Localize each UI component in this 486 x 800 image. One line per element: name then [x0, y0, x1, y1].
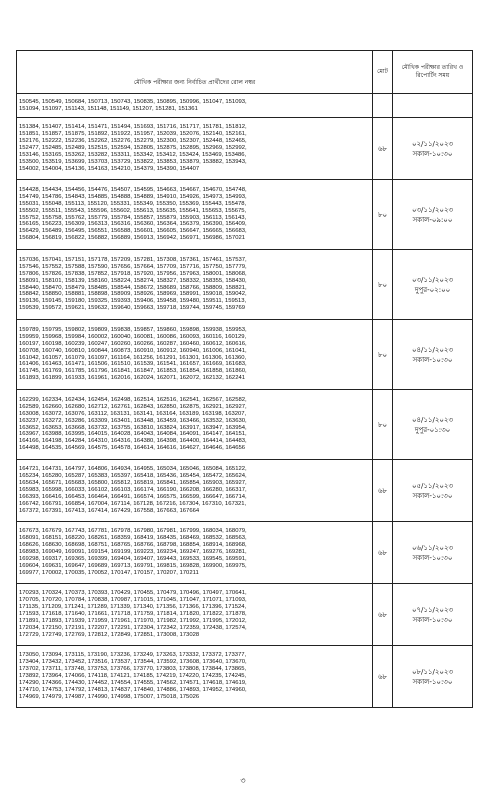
- schedule-cell: [393, 94, 473, 118]
- roll-numbers-line: 156804, 156819, 156822, 156882, 156889, 156913, 156942, 156971, 156986, 157021: [19, 235, 246, 242]
- roll-numbers-line: 167673, 167679, 167743, 167781, 167978, 167980, 167981, 167999, 168034, 168079,: [19, 528, 247, 535]
- schedule-date: ০৬/১১/২০২৩: [411, 543, 454, 552]
- roll-numbers-line: 171891, 171893, 171939, 171959, 171961, 171970, 171982, 171992, 171995, 172012,: [19, 617, 247, 624]
- roll-numbers-line: 168983, 169049, 169091, 169154, 169199, 169223, 169234, 169247, 169276, 169281,: [19, 549, 247, 556]
- roll-numbers-line: 157036, 157041, 157151, 157178, 157209, 157281, 157308, 157361, 157461, 157537,: [19, 256, 247, 263]
- roll-numbers-line: 159136, 159145, 159180, 159325, 159393, 159406, 159458, 159480, 159511, 159513,: [19, 298, 247, 305]
- roll-numbers-cell: [17, 250, 373, 320]
- total-cell: ৮০: [373, 250, 393, 320]
- roll-numbers-line: 170293, 170324, 170373, 170393, 170429, 170455, 170479, 170496, 170497, 170641,: [19, 590, 247, 597]
- roll-numbers-cell: [17, 94, 373, 118]
- roll-numbers-line: 164166, 164198, 164284, 164310, 164316, 164380, 164398, 164400, 164414, 164483,: [19, 438, 247, 445]
- schedule-cell: [393, 180, 473, 250]
- roll-numbers-line: 173404, 173432, 173452, 173516, 173537, 173544, 173592, 173608, 173640, 173670,: [19, 659, 247, 666]
- roll-numbers-line: 159789, 159795, 159802, 159809, 159838, 159857, 159860, 159898, 159938, 159953,: [19, 326, 247, 333]
- schedule-date: ০৪/১১/২০২৩: [411, 415, 454, 424]
- roll-numbers-line: 151384, 151407, 151414, 151471, 151494, 151693, 151716, 151717, 151781, 151812,: [19, 124, 247, 131]
- roll-numbers-line: 152477, 152485, 152489, 152515, 152594, 152805, 152875, 152895, 152969, 152992,: [19, 145, 247, 152]
- schedule-date: ০৩/১১/২০২৩: [411, 275, 454, 284]
- roll-numbers-line: 155752, 155758, 155762, 155779, 155784, 155857, 155879, 155903, 156113, 156143,: [19, 214, 247, 221]
- roll-numbers-line: 166742, 166791, 166854, 167004, 167114, 167128, 167216, 167304, 167310, 167321,: [19, 500, 247, 507]
- schedule-cell: [393, 250, 473, 320]
- schedule-cell: [393, 522, 473, 584]
- schedule-time: সকাল-১০:৩০: [412, 491, 453, 500]
- roll-numbers-line: 158440, 158470, 158479, 158485, 158544, 158672, 158689, 158766, 158809, 158821,: [19, 284, 247, 291]
- roll-numbers-line: 168626, 168630, 168698, 168751, 168765, 168766, 168798, 168854, 168914, 168968,: [19, 542, 247, 549]
- roll-numbers-line: 156165, 156223, 156309, 156313, 156316, 156360, 156364, 156379, 156390, 156409,: [19, 221, 247, 228]
- table-row: [17, 180, 473, 250]
- roll-numbers-line: 172729, 172749, 172769, 172812, 172849, 172851, 173008, 173028: [19, 631, 200, 638]
- roll-numbers-line: 173892, 173964, 174066, 174118, 174121, 174185, 174219, 174220, 174235, 174245,: [19, 673, 247, 680]
- roll-numbers-cell: [17, 320, 373, 390]
- roll-numbers-line: 154002, 154004, 154136, 154163, 154210, 154379, 154390, 154407: [19, 165, 200, 172]
- schedule-time: সকাল-১০:৩০: [412, 355, 453, 364]
- roll-numbers-line: 151094, 151097, 151143, 151148, 151149, 151207, 151281, 151361: [19, 105, 198, 112]
- roll-numbers-line: 173050, 173094, 173115, 173190, 173236, 173249, 173263, 173332, 173372, 173377,: [19, 652, 247, 659]
- schedule-date: ০৪/১১/২০২৩: [411, 345, 454, 354]
- roll-number-table: [16, 50, 473, 708]
- schedule-time: সকাল-১০:৩০: [412, 677, 453, 686]
- roll-numbers-line: 174290, 174366, 174430, 174452, 174554, 174555, 174562, 174571, 174618, 174619,: [19, 679, 247, 686]
- roll-numbers-line: 163652, 163653, 163668, 163732, 163755, 163810, 163824, 163917, 163947, 163954,: [19, 424, 247, 431]
- roll-numbers-line: 157806, 157826, 157838, 157852, 157918, 157920, 157956, 157963, 158001, 158068,: [19, 270, 247, 277]
- schedule-time: দুপুর-০১:৩০: [414, 425, 451, 434]
- roll-numbers-line: 162589, 162660, 162680, 162712, 162761, 162843, 162850, 162875, 162921, 162927,: [19, 403, 247, 410]
- total-cell: ৬৮: [373, 646, 393, 708]
- roll-numbers-line: 165983, 165998, 166033, 166102, 166103, 166174, 166190, 166208, 166280, 166317,: [19, 487, 247, 494]
- schedule-date: ০২/১১/২০২৩: [411, 139, 454, 148]
- schedule-cell: [393, 118, 473, 180]
- total-cell: ৮০: [373, 390, 393, 460]
- schedule-cell: [393, 320, 473, 390]
- schedule-date: ০৫/১১/২০২৩: [411, 481, 454, 490]
- roll-numbers-cell: [17, 390, 373, 460]
- total-cell: ৬৮: [373, 522, 393, 584]
- total-cell: ৬৮: [373, 584, 393, 646]
- roll-numbers-line: 168091, 168151, 168220, 168261, 168359, 168419, 168435, 168469, 168532, 168563,: [19, 535, 247, 542]
- roll-numbers-line: 161893, 161899, 161933, 161961, 162016, 162024, 162071, 162072, 162132, 162241: [19, 375, 246, 382]
- table-row: [17, 118, 473, 180]
- roll-numbers-line: 161042, 161057, 161079, 161097, 161164, 161256, 161291, 161301, 161306, 161360,: [19, 354, 247, 361]
- roll-numbers-line: 161406, 161463, 161471, 161506, 161510, 161539, 161541, 161657, 161669, 161683,: [19, 361, 247, 368]
- roll-numbers-cell: [17, 460, 373, 522]
- roll-numbers-line: 172034, 172150, 172191, 172207, 172291, 172304, 172342, 172359, 172438, 172574,: [19, 624, 247, 631]
- roll-numbers-line: 167372, 167391, 167413, 167414, 167429, 167558, 167663, 167664: [19, 507, 200, 514]
- table-row: [17, 460, 473, 522]
- roll-numbers-cell: [17, 180, 373, 250]
- header-total: মোট: [373, 51, 393, 94]
- roll-numbers-line: 174710, 174753, 174792, 174813, 174837, 174840, 174886, 174893, 174952, 174960,: [19, 686, 247, 693]
- roll-numbers-line: 169298, 169317, 169365, 169399, 169404, 169407, 169443, 169533, 169545, 169591,: [19, 555, 247, 562]
- header-schedule: মৌখিক পরীক্ষার তারিখ ও রিপোর্টিং সময়: [393, 51, 473, 94]
- page-number: ৩: [240, 776, 246, 785]
- header-roll-numbers: মৌখিক পরীক্ষার জন্য নির্বাচিত প্রার্থীদের রোল নম্বর: [17, 51, 373, 94]
- roll-numbers-cell: [17, 118, 373, 180]
- roll-numbers-line: 160708, 160740, 160810, 160844, 160873, 160910, 160912, 160940, 161006, 161041,: [19, 347, 247, 354]
- roll-numbers-line: 169977, 170002, 170035, 170052, 170147, 170157, 170207, 170211: [19, 569, 199, 576]
- roll-numbers-line: 171593, 171618, 171640, 171661, 171718, 171759, 171814, 171820, 171822, 171878,: [19, 611, 247, 618]
- table-row: [17, 94, 473, 118]
- total-cell: ৮০: [373, 180, 393, 250]
- roll-numbers-line: 174969, 174979, 174987, 174990, 174998, 175007, 175018, 175026: [19, 693, 200, 700]
- roll-numbers-line: 152176, 152222, 152236, 152262, 152276, 152279, 152300, 152307, 152448, 152465,: [19, 138, 247, 145]
- total-cell: ৮০: [373, 320, 393, 390]
- roll-numbers-line: 165634, 165671, 165683, 165800, 165812, 165819, 165841, 165854, 165903, 165927,: [19, 480, 247, 487]
- roll-numbers-line: 166393, 166416, 166453, 166464, 166491, 166574, 166575, 166599, 166647, 166714,: [19, 493, 247, 500]
- roll-numbers-line: 158842, 158850, 158881, 158898, 158909, 158926, 158969, 158991, 159018, 159042,: [19, 291, 247, 298]
- roll-numbers-line: 154749, 154786, 154843, 154885, 154888, 154889, 154910, 154926, 154973, 154993,: [19, 193, 247, 200]
- roll-numbers-line: 159959, 159968, 159984, 160002, 160040, 160081, 160086, 160093, 160116, 160129,: [19, 333, 247, 340]
- schedule-cell: [393, 460, 473, 522]
- roll-numbers-line: 162299, 162334, 162434, 162454, 162498, 162514, 162516, 162541, 162567, 162582,: [19, 396, 247, 403]
- schedule-date: ০৩/১১/২০২৩: [411, 205, 454, 214]
- roll-numbers-line: 163967, 163988, 163995, 164015, 164028, 164043, 164084, 164091, 164147, 164151,: [19, 431, 247, 438]
- schedule-date: ০৭/১১/২০২৩: [411, 605, 454, 614]
- roll-numbers-line: 155502, 155511, 155543, 155596, 155602, 155613, 155635, 155641, 155653, 155675,: [19, 207, 247, 214]
- total-cell: ৬৮: [373, 460, 393, 522]
- roll-numbers-line: 164721, 164731, 164797, 164806, 164934, 164955, 165034, 165046, 165084, 165122,: [19, 466, 247, 473]
- total-cell: [373, 94, 393, 118]
- table-row: [17, 646, 473, 708]
- roll-numbers-line: 155031, 155048, 155113, 155120, 155331, 155349, 155350, 155369, 155443, 155478,: [19, 200, 247, 207]
- roll-numbers-line: 153500, 153519, 153699, 153703, 153729, 153822, 153853, 153879, 153882, 153943,: [19, 158, 247, 165]
- roll-numbers-line: 170705, 170720, 170784, 170838, 170987, 171015, 171045, 171047, 171071, 171093,: [19, 597, 247, 604]
- roll-numbers-line: 171135, 171209, 171241, 171289, 171339, 171340, 171356, 171366, 171396, 171524,: [19, 604, 247, 611]
- table-row: [17, 320, 473, 390]
- schedule-time: সকাল-১০:৩০: [412, 553, 453, 562]
- roll-numbers-line: 151851, 151857, 151875, 151892, 151922, 151957, 152039, 152076, 152140, 152161,: [19, 131, 247, 138]
- schedule-time: সকাল-০৯:০০: [412, 215, 453, 224]
- schedule-cell: [393, 390, 473, 460]
- table-row: [17, 522, 473, 584]
- schedule-cell: [393, 646, 473, 708]
- roll-numbers-cell: [17, 522, 373, 584]
- roll-numbers-line: 169604, 169631, 169647, 169689, 169713, 169791, 169815, 169828, 169900, 169975,: [19, 562, 247, 569]
- roll-numbers-line: 153146, 153165, 153262, 153282, 153311, 153342, 153412, 153424, 153469, 153486,: [19, 151, 247, 158]
- roll-numbers-line: 157546, 157552, 157588, 157590, 157656, 157664, 157709, 157716, 157750, 157779,: [19, 263, 247, 270]
- total-cell: ৬৮: [373, 118, 393, 180]
- roll-numbers-cell: [17, 584, 373, 646]
- roll-numbers-line: 173702, 173711, 173748, 173753, 173766, 173770, 173803, 173808, 173844, 173865,: [19, 666, 247, 673]
- table-row: [17, 250, 473, 320]
- roll-numbers-line: 156429, 156489, 156495, 156551, 156588, 156601, 156605, 156647, 156665, 156683,: [19, 228, 247, 235]
- roll-numbers-line: 161745, 161769, 161785, 161796, 161841, 161847, 161853, 161854, 161858, 161860,: [19, 368, 247, 375]
- schedule-time: দুপুর-০২:০০: [414, 285, 451, 294]
- roll-numbers-cell: [17, 646, 373, 708]
- roll-numbers-line: 160197, 160198, 160239, 160247, 160260, 160266, 160287, 160460, 160612, 160616,: [19, 340, 247, 347]
- table-row: [17, 584, 473, 646]
- schedule-time: সকাল-১০:৩০: [412, 615, 453, 624]
- schedule-date: ০৮/১১/২০২৩: [411, 667, 454, 676]
- roll-numbers-line: 159539, 159572, 159621, 159632, 159640, 159663, 159718, 159744, 159745, 159769: [19, 305, 246, 312]
- roll-numbers-line: 165234, 165280, 165287, 165383, 165397, 165418, 165436, 165454, 165472, 165624,: [19, 473, 247, 480]
- schedule-cell: [393, 584, 473, 646]
- table-row: [17, 390, 473, 460]
- roll-numbers-line: 158091, 158101, 158139, 158160, 158224, 158274, 158327, 158332, 158355, 158430,: [19, 277, 247, 284]
- roll-numbers-line: 154428, 154434, 154456, 154476, 154507, 154595, 154663, 154667, 154670, 154748,: [19, 186, 247, 193]
- roll-numbers-line: 164498, 164535, 164569, 164575, 164578, 164614, 164616, 164627, 164646, 164656: [19, 445, 246, 452]
- roll-numbers-line: 163008, 163072, 163076, 163112, 163131, 163141, 163164, 163189, 163198, 163207,: [19, 410, 247, 417]
- roll-numbers-line: 163237, 163272, 163286, 163309, 163401, 163448, 163459, 163466, 163532, 163630,: [19, 417, 247, 424]
- schedule-time: সকাল-১০:৩০: [412, 149, 453, 158]
- roll-numbers-line: 150545, 150549, 150684, 150713, 150743, 150835, 150895, 150996, 151047, 151093,: [19, 98, 247, 105]
- table-header-row: [17, 51, 473, 94]
